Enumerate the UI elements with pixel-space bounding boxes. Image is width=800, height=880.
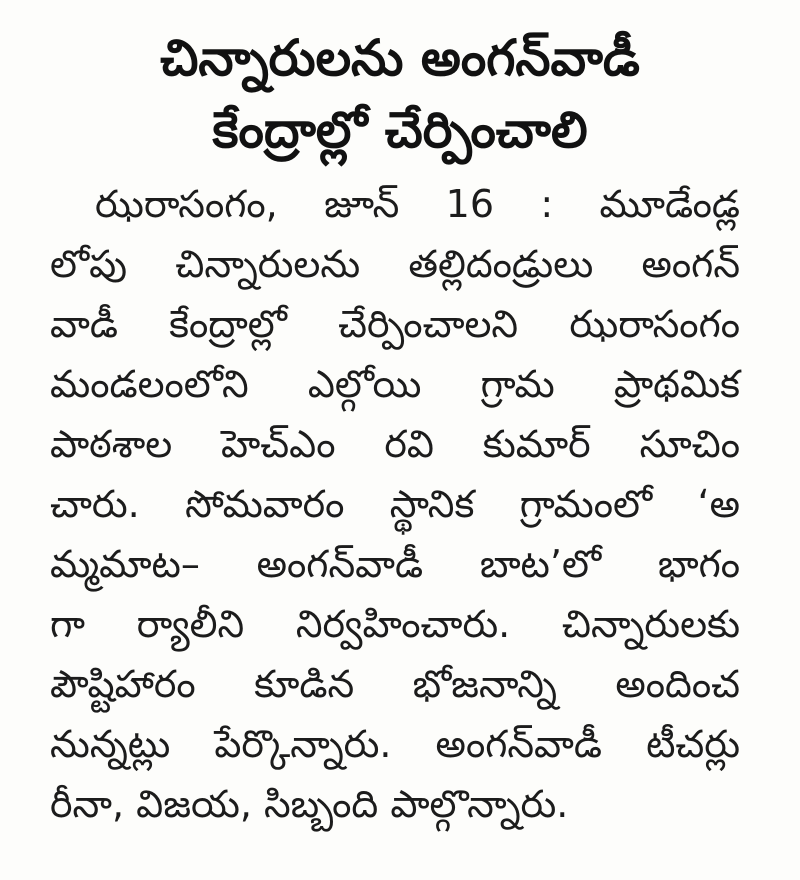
headline-line-1: చిన్నారులను అంగన్‌వాడీ — [160, 29, 640, 87]
body-line-1: ఝరాసంగం, జూన్ 16 : మూడేండ్ల — [95, 182, 740, 226]
headline-line-2: కేంద్రాల్లో చేర్పించాలి — [212, 101, 588, 159]
body-line-6: చారు. సోమవారం స్థానిక గ్రామంలో ‘అ — [50, 482, 740, 526]
body-line-10: నున్నట్లు పేర్కొన్నారు. అంగన్‌వాడీ టీచర్లు — [50, 722, 740, 766]
body-line-8: గా ర్యాలీని నిర్వహించారు. చిన్నారులకు — [50, 602, 740, 646]
body-line-2: లోపు చిన్నారులను తల్లిదండ్రులు అంగన్ — [50, 242, 740, 286]
body-line-9: పౌష్టిహారం కూడిన భోజనాన్ని అందించ — [50, 662, 740, 706]
body-line-5: పాఠశాల హెచ్ఎం రవి కుమార్ సూచిం — [50, 422, 740, 466]
body-line-4: మండలంలోని ఎల్గోయి గ్రామ ప్రాథమిక — [50, 362, 740, 406]
body-line-7: మ్మమాట– అంగన్‌వాడీ బాట’లో భాగం — [50, 542, 740, 586]
body-line-3: వాడీ కేంద్రాల్లో చేర్పించాలని ఝరాసంగం — [50, 302, 740, 346]
body-line-11: రీనా, విజయ, సిబ్బంది పాల్గొన్నారు. — [50, 782, 569, 826]
